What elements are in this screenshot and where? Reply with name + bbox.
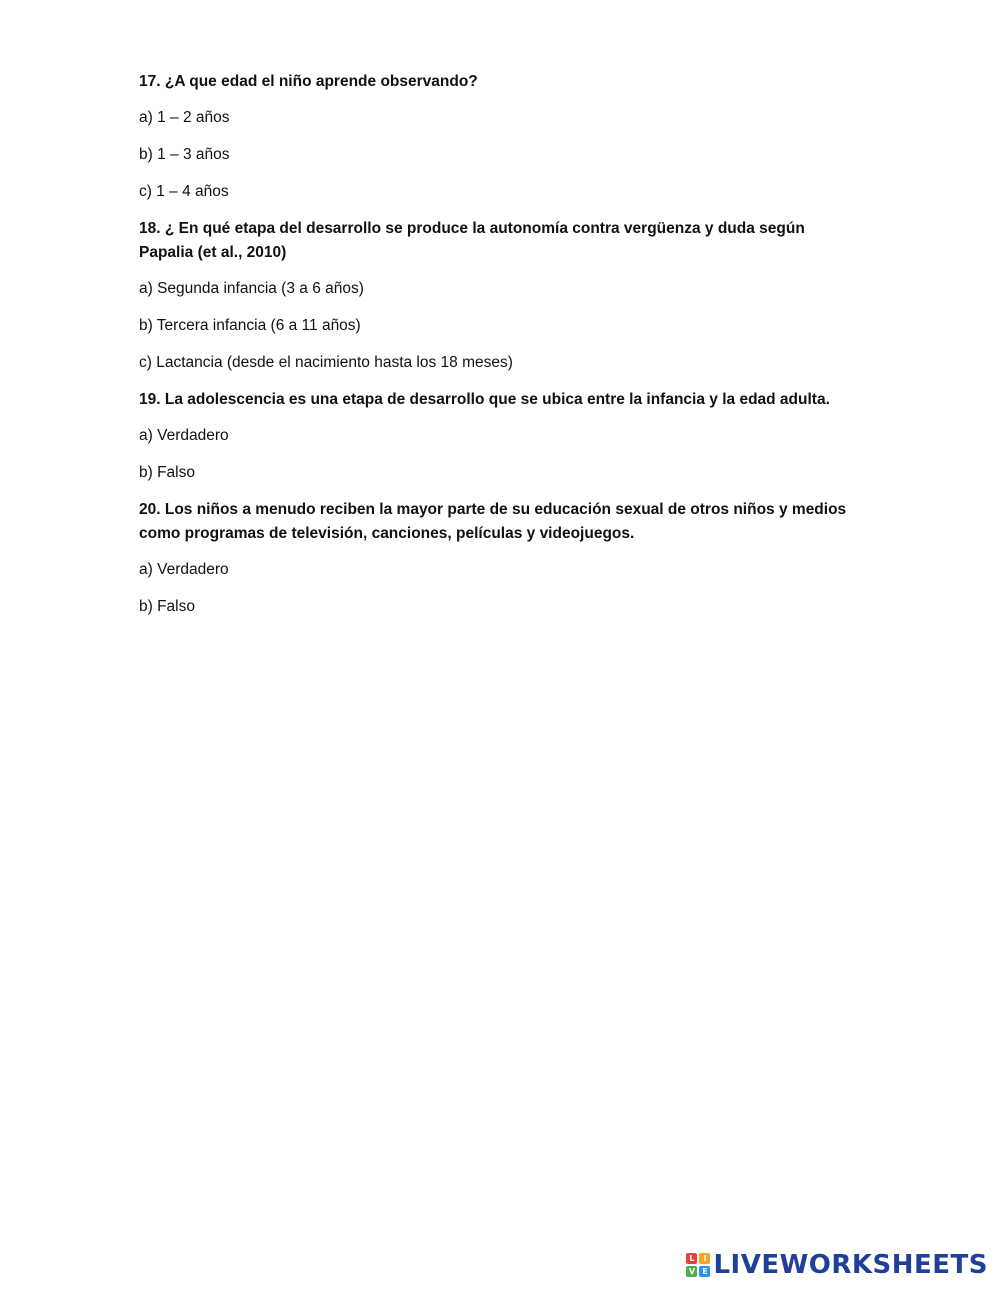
logo-square-e: E	[699, 1266, 710, 1277]
question-17: 17. ¿A que edad el niño aprende observando?	[139, 73, 478, 90]
logo-square-l: L	[686, 1253, 697, 1264]
question-20-line-2: como programas de televisión, canciones, películas y videojuegos.	[139, 525, 635, 542]
option-19-a: a) Verdadero	[139, 427, 229, 444]
questions-list	[139, 70, 859, 632]
question-18-line-1: 18. ¿ En qué etapa del desarrollo se produce la autonomía contra vergüenza y duda según	[139, 220, 805, 237]
logo-square-v: V	[686, 1266, 697, 1277]
option-18-a: a) Segunda infancia (3 a 6 años)	[139, 280, 364, 297]
liveworksheets-logo-icon	[686, 1253, 710, 1277]
liveworksheets-logo	[686, 1250, 988, 1280]
liveworksheets-logo-text: LIVEWORKSHEETS	[713, 1250, 988, 1280]
logo-square-i: I	[699, 1253, 710, 1264]
question-18	[139, 217, 859, 265]
option-18-c: c) Lactancia (desde el nacimiento hasta los 18 meses)	[139, 354, 513, 371]
question-20	[139, 498, 859, 546]
option-18-b: b) Tercera infancia (6 a 11 años)	[139, 317, 361, 334]
option-17-b: b) 1 – 3 años	[139, 146, 230, 163]
question-20-line-1: 20. Los niños a menudo reciben la mayor parte de su educación sexual de otros niños y medios	[139, 501, 847, 518]
question-19: 19. La adolescencia es una etapa de desarrollo que se ubica entre la infancia y la edad adulta.	[139, 391, 830, 408]
option-20-b: b) Falso	[139, 598, 195, 615]
option-17-c: c) 1 – 4 años	[139, 183, 229, 200]
option-20-a: a) Verdadero	[139, 561, 229, 578]
option-19-b: b) Falso	[139, 464, 195, 481]
option-17-a: a) 1 – 2 años	[139, 109, 230, 126]
question-18-line-2: Papalia (et al., 2010)	[139, 244, 287, 261]
